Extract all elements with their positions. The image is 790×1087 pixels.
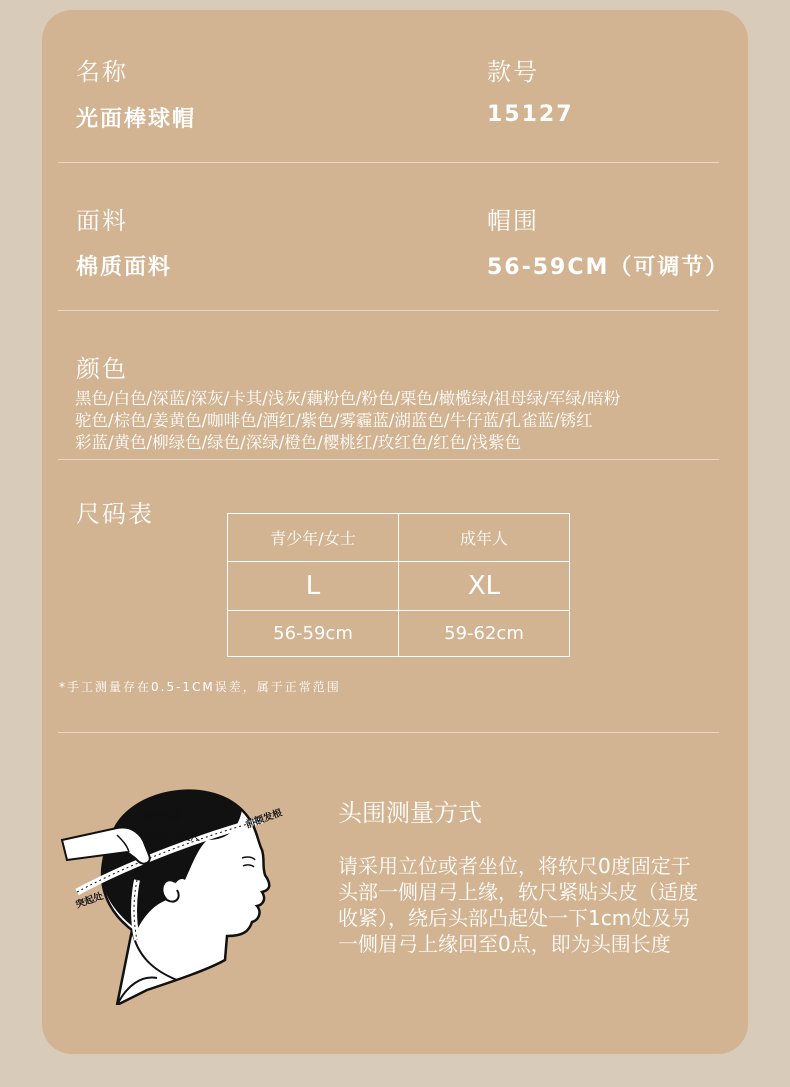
colors-line: 黑色/白色/深蓝/深灰/卡其/浅灰/藕粉色/粉色/栗色/橄榄绿/祖母绿/军绿/暗粉 — [75, 389, 621, 408]
divider — [58, 732, 719, 733]
name-value: 光面棒球帽 — [76, 107, 197, 132]
size-group-cell: 成年人 — [399, 514, 570, 562]
code-label: 款号 — [487, 58, 539, 86]
material-label: 面料 — [76, 207, 128, 235]
circumference-label: 帽围 — [487, 207, 539, 235]
label-rotate-tape: 轻松转动皮尺 — [143, 832, 201, 843]
method-line: 头部一侧眉弓上缘，软尺紧贴头皮（适度 — [338, 880, 698, 904]
label-forehead: 前额发根 — [244, 807, 284, 831]
colors-label: 颜色 — [76, 355, 128, 383]
code-value: 15127 — [487, 102, 574, 127]
circumference-value: 56-59CM（可调节） — [487, 255, 730, 280]
size-range-cell: 56-59cm — [228, 611, 399, 657]
name-label: 名称 — [76, 58, 128, 86]
method-line: 收紧），绕后头部凸起处一下1cm处及另 — [338, 906, 692, 930]
material-value: 棉质面料 — [76, 255, 173, 280]
divider — [58, 310, 719, 311]
method-description — [338, 853, 698, 957]
measurement-note: *手工测量存在0.5-1CM误差，属于正常范围 — [59, 680, 341, 694]
method-line: 一侧眉弓上缘回至0点，即为头围长度 — [338, 932, 671, 956]
size-letter-cell: L — [228, 562, 399, 611]
colors-line: 彩蓝/黄色/柳绿色/绿色/深绿/橙色/樱桃红/玫红色/红色/浅紫色 — [75, 433, 522, 452]
label-protrusion: 突起处 — [74, 890, 105, 911]
colors-line: 驼色/棕色/姜黄色/咖啡色/酒红/紫色/雾霾蓝/湖蓝色/牛仔蓝/孔雀蓝/锈红 — [75, 411, 593, 430]
label-around-head: 绕着头部 — [143, 812, 182, 823]
head-measurement-illustration — [57, 780, 302, 1005]
divider — [58, 459, 719, 460]
size-chart-label: 尺码表 — [76, 500, 154, 528]
product-info-card — [42, 10, 748, 1054]
head-measurement-svg — [57, 780, 302, 1005]
method-line: 请采用立位或者坐位，将软尺0度固定于 — [338, 854, 691, 878]
method-title: 头围测量方式 — [338, 799, 482, 827]
divider — [58, 162, 719, 163]
size-group-cell: 青少年/女士 — [228, 514, 399, 562]
size-table — [227, 513, 570, 657]
size-letter-cell: XL — [399, 562, 570, 611]
size-range-cell: 59-62cm — [399, 611, 570, 657]
colors-list — [75, 388, 620, 454]
